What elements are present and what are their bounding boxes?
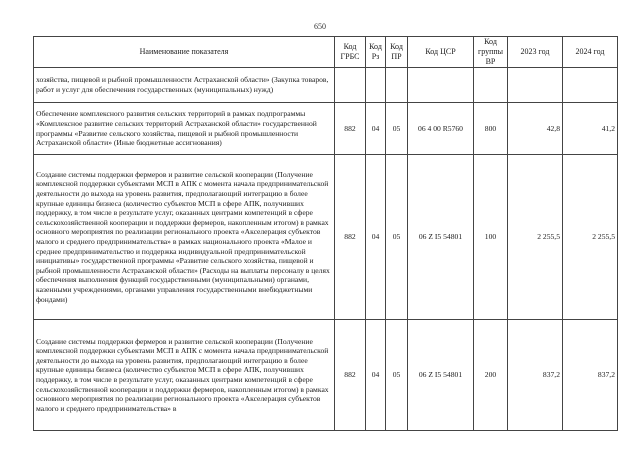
indicator-name-cell: хозяйства, пищевой и рыбной промышленности Астраханской области» (Закупка товаров, работ и услуг для обеспечения государственных (муниципальных) нужд): [34, 68, 335, 103]
amount-2024-cell: 2 255,5: [563, 155, 618, 320]
rz-cell: 04: [366, 155, 386, 320]
table-row: [34, 320, 618, 431]
grbs-cell: 882: [335, 155, 366, 320]
amount-2024-cell: 837,2: [563, 320, 618, 431]
rz-cell: 04: [366, 320, 386, 431]
rz-cell: 04: [366, 103, 386, 155]
header-pr-code: Код ПР: [386, 37, 408, 68]
pr-cell: 05: [386, 320, 408, 431]
csr-cell: 06 Z I5 54801: [408, 320, 474, 431]
rz-cell: [366, 68, 386, 103]
indicator-name-cell: Обеспечение комплексного развития сельских территорий в рамках подпрограммы «Комплексное развитие сельских территорий Астраханской области» государственной программы «Развитие сельского хозяйства, пищевой и рыбной промышленности Астраханской области» (Иные бюджетные ассигнования): [34, 103, 335, 155]
csr-cell: 06 Z I5 54801: [408, 155, 474, 320]
header-grbs-code: Код ГРБС: [335, 37, 366, 68]
grbs-cell: [335, 68, 366, 103]
csr-cell: [408, 68, 474, 103]
amount-2023-cell: [508, 68, 563, 103]
indicator-name-cell: Создание системы поддержки фермеров и развитие сельской кооперации (Получение комплексной поддержки субъектами МСП в АПК с момента начала предпринимательской деятельности до выхода на уровень развития, предполагающий интеграцию в более крупные единицы бизнеса (количество субъектов МСП в сфере АПК, получивших поддержку, в том числе в результате услуг, оказанных центрами компетенций в сфере сельскохозяйственной кооперации и поддержки фермеров, накопленным итогом) в рамках основного мероприятия по реализации регионального проекта «Акселерация субъектов малого и среднего предпринимательства» в рамках национального проекта «Малое и среднее предпринимательство и поддержка индивидуальной предпринимательской инициативы» государственной программы «Развитие сельского хозяйства, пищевой и рыбной промышленности Астраханской области» (Расходы на выплаты персоналу в целях обеспечения выполнения функций государственными (муниципальными) органами, казенными учреждениями, органами управления государственными внебюджетными фондами): [34, 155, 335, 320]
amount-2024-cell: [563, 68, 618, 103]
table-row: [34, 103, 618, 155]
budget-table: [33, 36, 618, 431]
vr-cell: 200: [474, 320, 508, 431]
header-rz-code: Код Рз: [366, 37, 386, 68]
grbs-cell: 882: [335, 320, 366, 431]
vr-cell: [474, 68, 508, 103]
vr-cell: 100: [474, 155, 508, 320]
amount-2023-cell: 42,8: [508, 103, 563, 155]
pr-cell: [386, 68, 408, 103]
header-csr-code: Код ЦСР: [408, 37, 474, 68]
table-row: [34, 68, 618, 103]
amount-2023-cell: 2 255,5: [508, 155, 563, 320]
header-indicator-name: Наименование показателя: [34, 37, 335, 68]
grbs-cell: 882: [335, 103, 366, 155]
pr-cell: 05: [386, 155, 408, 320]
header-year-2023: 2023 год: [508, 37, 563, 68]
vr-cell: 800: [474, 103, 508, 155]
csr-cell: 06 4 00 R5760: [408, 103, 474, 155]
header-year-2024: 2024 год: [563, 37, 618, 68]
header-vr-group-code: Код группы ВР: [474, 37, 508, 68]
table-header-row: [34, 37, 618, 68]
page-number: 650: [314, 22, 326, 31]
amount-2024-cell: 41,2: [563, 103, 618, 155]
amount-2023-cell: 837,2: [508, 320, 563, 431]
indicator-name-cell: Создание системы поддержки фермеров и развитие сельской кооперации (Получение комплексной поддержки субъектами МСП в АПК с момента начала предпринимательской деятельности до выхода на уровень развития, предполагающий интеграцию в более крупные единицы бизнеса (количество субъектов МСП в сфере АПК, получивших поддержку, в том числе в результате услуг, оказанных центрами компетенций в сфере сельскохозяйственной кооперации и поддержки фермеров, накопленным итогом) в рамках основного мероприятия по реализации регионального проекта «Акселерация субъектов малого и среднего предпринимательства» в: [34, 320, 335, 431]
pr-cell: 05: [386, 103, 408, 155]
table-row: [34, 155, 618, 320]
